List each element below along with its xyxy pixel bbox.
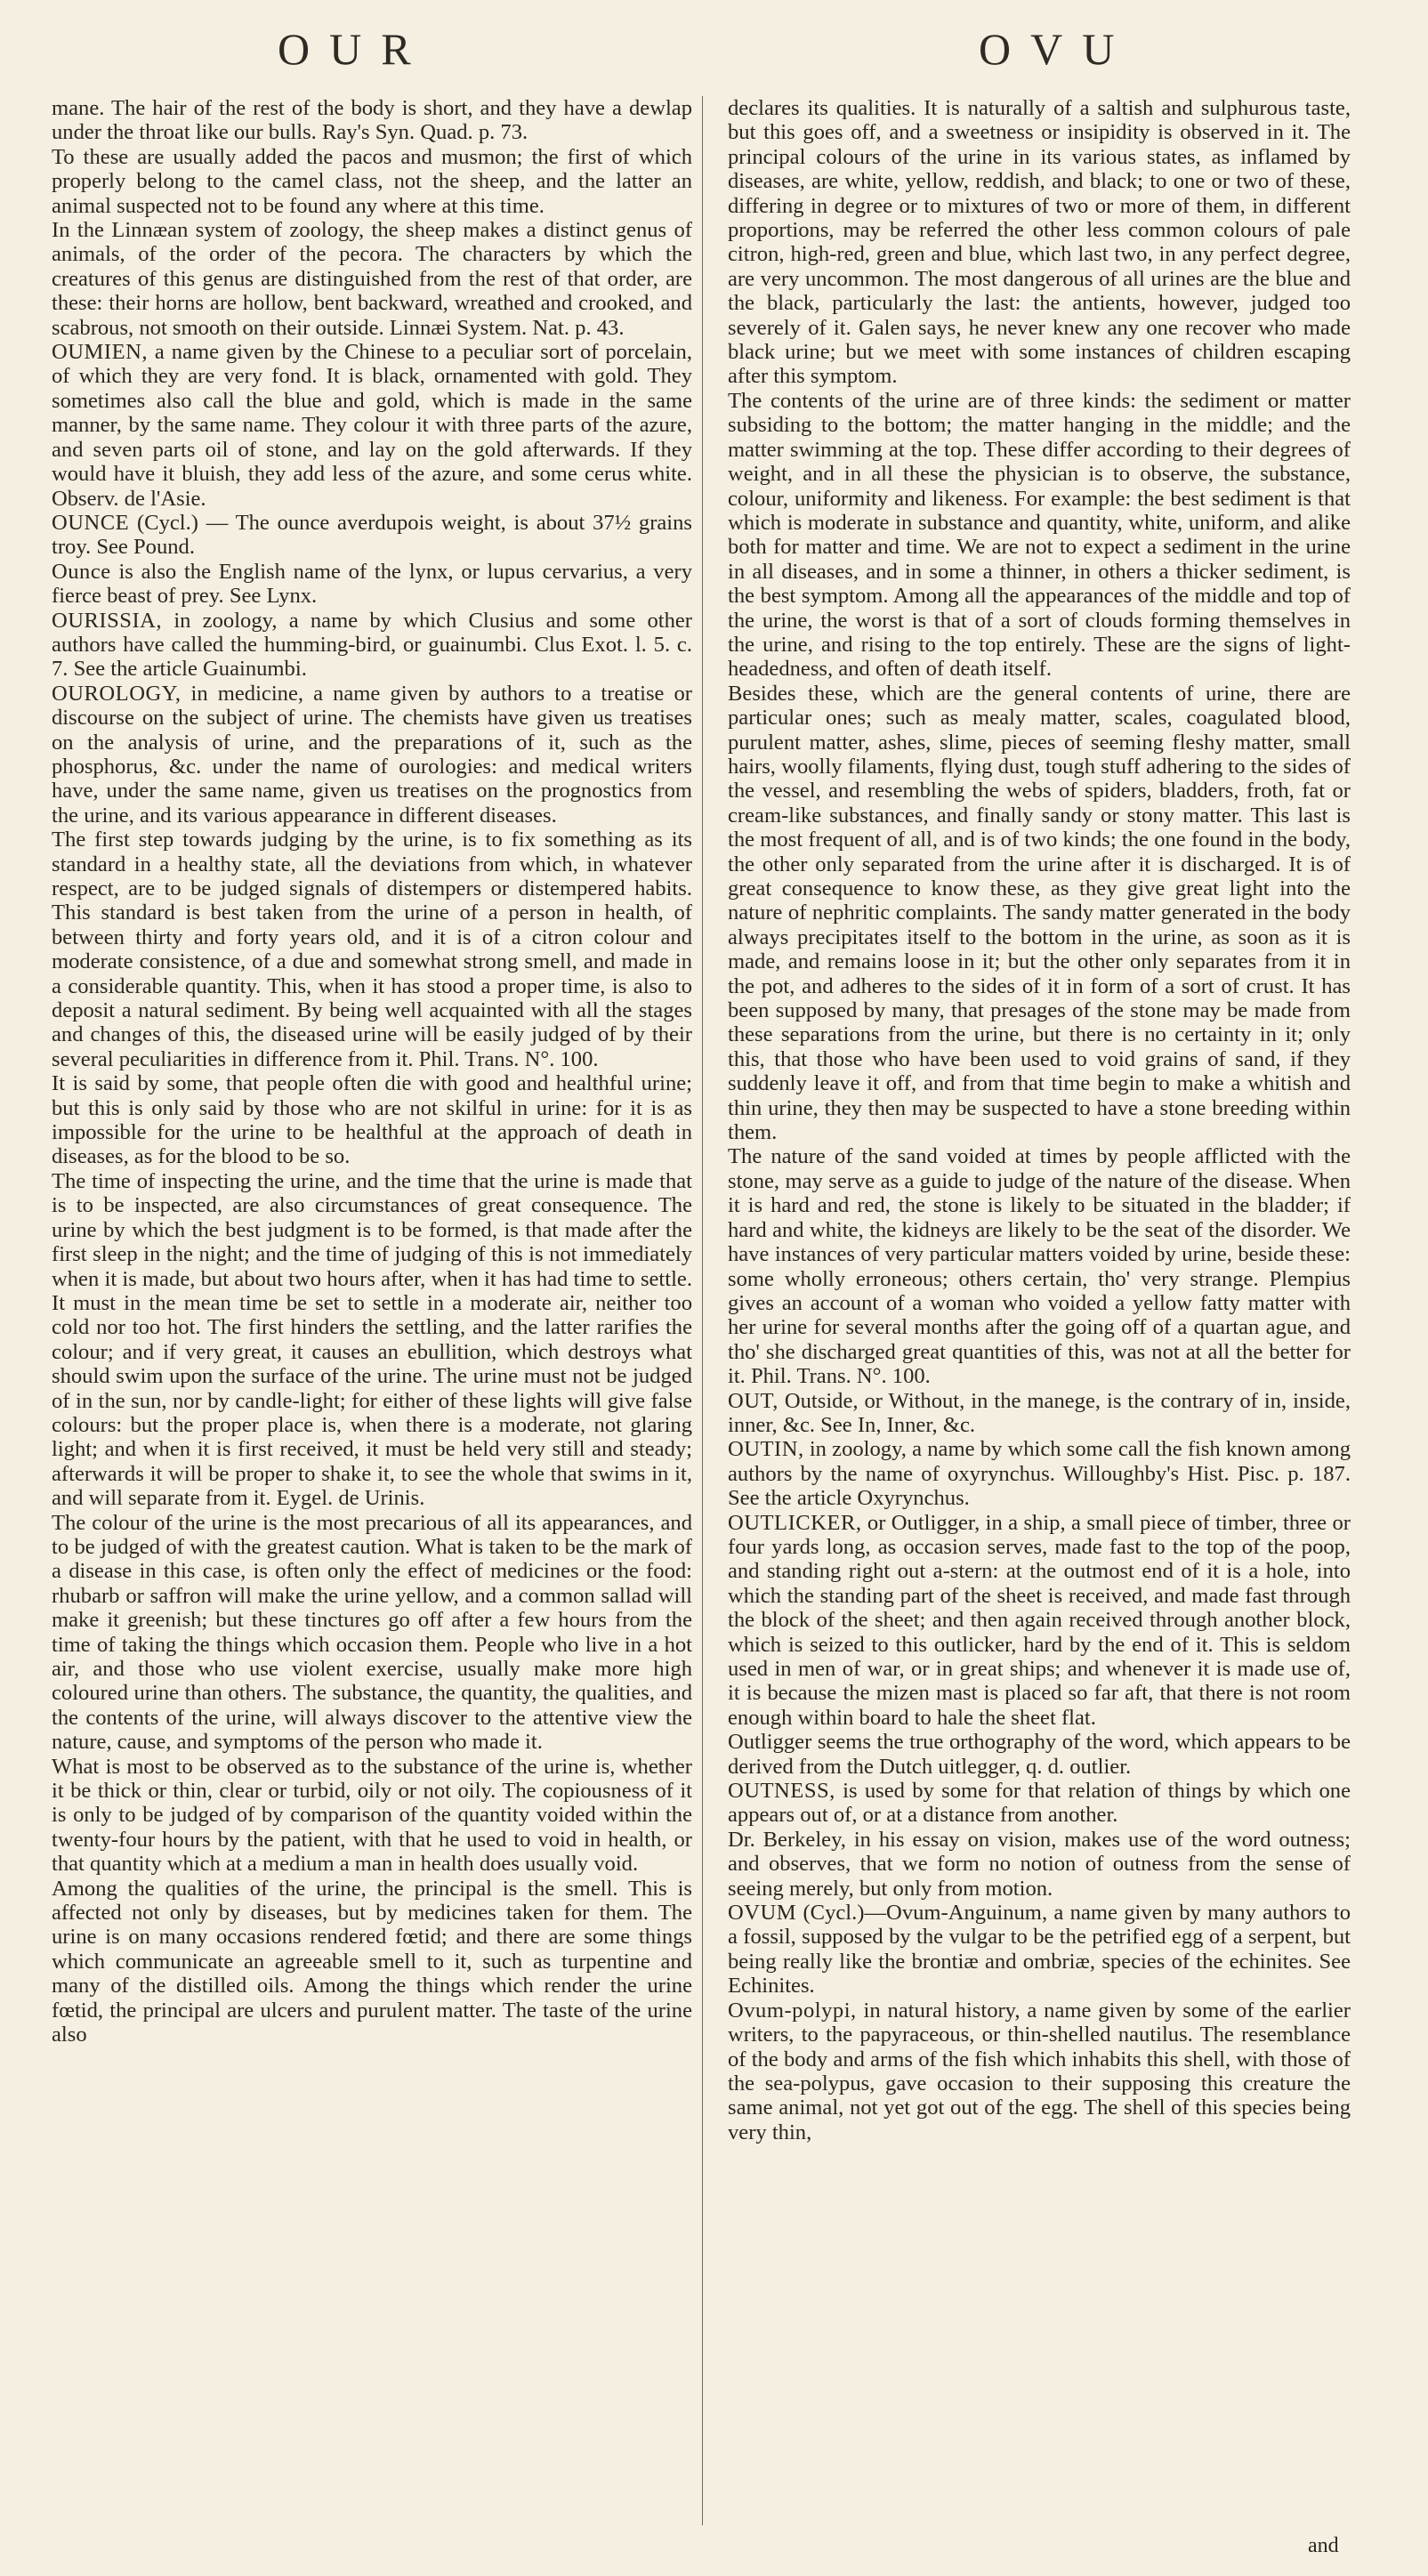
catchword: and — [1308, 2534, 1339, 2557]
paragraph-text: Among the qualities of the urine, the principal is the smell. This is affected not only by diseases, but by medicines taken for them. The urine is on many occasions rendered fœtid; and there are some things which communicate an agreeable smell to it, such as turpentine and many of the distilled oils. Among the things which render the urine fœtid, the principal are ulcers and purulent matter. The taste of the urine also — [52, 1876, 692, 2047]
paragraph — [52, 682, 692, 828]
paragraph-text: in zoology, a name by which Clusius and some other authors have called the humming-bird, or guainumbi. Clus Exot. l. 5. c. 7. See the article Guainumbi. — [52, 608, 692, 682]
paragraph-text: is used by some for that relation of things by which one appears out of, or at a distance from another. — [728, 1779, 1351, 1828]
headword: OURISSIA, — [52, 608, 163, 633]
paragraph — [728, 389, 1351, 682]
paragraph-text: is also the English name of the lynx, or lupus cervarius, a very fierce beast of prey. See Lynx. — [52, 559, 692, 609]
paragraph — [52, 1877, 692, 2047]
paragraph — [52, 609, 692, 682]
paragraph — [52, 560, 692, 609]
paragraph-text: The contents of the urine are of three kinds: the sediment or matter subsiding to the bottom; the matter hanging in the middle; and the matter swimming at the top. These differ according to their degrees of weight, and in all these the physician is to observe, the substance, colour, uniformity and likeness. For example: the best sediment is that which is moderate in substance and quantity, white, uniform, and alike both for matter and time. We are not to expect a sediment in the urine in all diseases, and in some a thinner, in others a thicker sediment, is the best symptom. Among all the appearances of the middle and top of the urine, the worst is that of a sort of clouds forming themselves in the urine, and rising to the top entirely. These are the signs of light-headedness, and often of death itself. — [728, 388, 1351, 682]
running-head-left: OUR — [278, 24, 431, 74]
running-head — [0, 23, 1428, 77]
paragraph-text: (Cycl.)—Ovum-Anguinum, a name given by many authors to a fossil, supposed by the vulgar to be the petrified egg of a serpent, but being really like the brontiæ and ombriæ, species of the echinites. See Echinites. — [728, 1901, 1351, 1999]
headword: Ovum-polypi, — [728, 1998, 857, 2023]
paragraph — [52, 145, 692, 218]
paragraph — [52, 1755, 692, 1877]
headword: OUTIN, — [728, 1437, 804, 1462]
paragraph-text: in medicine, a name given by authors to a treatise or discourse on the subject of urine. The chemists have given us treatises on the analysis of urine, and the preparations of it, such as the phosphorus, &c. under the name of ourologies: and medical writers have, under the same name, given us treatises on the prognostics from the urine, and its various appearance in different diseases. — [52, 681, 692, 828]
column-divider — [702, 96, 703, 2525]
paragraph — [52, 218, 692, 340]
paragraph — [728, 1511, 1351, 1731]
headword: OUTNESS, — [728, 1779, 835, 1804]
left-column — [52, 96, 692, 2047]
paragraph — [728, 1730, 1351, 1779]
paragraph — [728, 1437, 1351, 1510]
paragraph-text: declares its qualities. It is naturally of a saltish and sulphurous taste, but this goes off, and a sweetness or insipidity is observed in it. The principal colours of the urine in its various states, as inflamed by diseases, are white, yellow, reddish, and black; to one or two of these, differing in degree or to mixtures of two or more of them, in different proportions, may be referred the other less common colours of pale citron, high-red, green and blue, which last two, in any perfect degree, are very uncommon. The most dangerous of all urines are the blue and the black, particularly the last: the antients, however, judged too severely of it. Galen says, he never knew any one recover who made black urine; but we meet with some instances of children escaping after this symptom. — [728, 96, 1351, 389]
headword: OUTLICKER, — [728, 1510, 862, 1535]
headword: OUMIEN, — [52, 340, 149, 365]
paragraph — [52, 828, 692, 1071]
paragraph-text: The first step towards judging by the urine, is to fix something as its standard in a healthy state, all the deviations from which, in whatever respect, are to be judged signals of distempers or distempered habits. This standard is best taken from the urine of a person in health, of between thirty and forty years old, and it is of a citron colour and moderate consistence, of a due and somewhat strong smell, and made in a considerable quantity. This, when it has stood a proper time, is also to deposit a natural sediment. By being well acquainted with all the stages and changes of this, the diseased urine will be easily judged of by their several peculiarities in difference from it. Phil. Trans. N°. 100. — [52, 828, 692, 1071]
paragraph-text: Outside, or Without, in the manege, is the contrary of in, inside, inner, &c. See In, Inner, &c. — [728, 1388, 1351, 1437]
paragraph-text: Besides these, which are the general contents of urine, there are particular ones; such as mealy matter, scales, coagulated blood, purulent matter, ashes, slime, pieces of seeming fleshy matter, small hairs, woolly filaments, flying dust, tough stuff adhering to the sides of the vessel, and resembling the webs of spiders, bladders, froth, fat or cream-like substances, and finally sandy or stony matter. This last is the most frequent of all, and is of two kinds; the one found in the body, the other only separated from the urine after it is discharged. It is of great consequence to know these, as they give great light into the nature of nephritic complaints. The sandy matter generated in the body always precipitates itself to the bottom in the urine, as soon as it is made, and remains loose in it; but the other only separates from it in the pot, and adheres to the sides of it in form of a sort of crust. It has been supposed by many, that presages of the stone may be made from these separations from the urine, but there is no certainty in it; only this, that those who have been used to void grains of sand, if they suddenly leave it off, and from that time begin to make a whitish and thin urine, they then may be suspected to have a stone breeding within them. — [728, 681, 1351, 1145]
paragraph-text: Outligger seems the true orthography of the word, which appears to be derived from the Dutch uitlegger, q. d. outlier. — [728, 1730, 1351, 1779]
paragraph — [728, 1144, 1351, 1388]
paragraph — [52, 1511, 692, 1755]
headword: Ounce — [52, 559, 111, 584]
paragraph-text: a name given by the Chinese to a peculiar sort of porcelain, of which they are very fond. It is black, ornamented with gold. They sometimes also call the blue and gold, which is made in the same manner, by the same name. They colour it with three parts of the azure, and seven parts oil of stone, and lay on the gold afterwards. If they would have it bluish, they add less of the azure, and some cerus white. Observ. de l'Asie. — [52, 340, 692, 511]
paragraph-text: It is said by some, that people often die with good and healthful urine; but this is only said by those who are not skilful in urine: for it is as impossible for the urine to be healthful at the approach of death in diseases, as for the blood to be so. — [52, 1071, 692, 1169]
right-column — [728, 96, 1351, 2144]
paragraph — [52, 1071, 692, 1169]
paragraph-text: in zoology, a name by which some call the fish known among authors by the name of oxyrynchus. Willoughby's Hist. Pisc. p. 187. See the article Oxyrynchus. — [728, 1437, 1351, 1511]
paragraph-text: The nature of the sand voided at times by people afflicted with the stone, may serve as a guide to judge of the nature of the disease. When it is hard and red, the stone is likely to be situated in the bladder; if hard and white, the kidneys are likely to be the seat of the disorder. We have instances of very particular matters voided by urine, beside these: some wholly erroneous; others certain, tho' very strange. Plempius gives an account of a woman who voided a yellow fatty matter with her urine for several months after the going off of a quartan ague, and tho' she discharged great quantities of this, was not at all the better for it. Phil. Trans. N°. 100. — [728, 1144, 1351, 1389]
paragraph — [728, 1828, 1351, 1901]
paragraph-text: Dr. Berkeley, in his essay on vision, makes use of the word outness; and observes, that we form no notion of outness from the sense of seeing merely, but only from motion. — [728, 1827, 1351, 1901]
paragraph-text: What is most to be observed as to the substance of the urine is, whether it be thick or thin, clear or turbid, oily or not oily. The copiousness of it is only to be judged of by comparison of the quantity voided within the twenty-four hours by the patient, with that he used to void in health, or that quantity which at a medium a man in health does usually void. — [52, 1754, 692, 1877]
paragraph — [52, 1169, 692, 1511]
running-head-right: OVU — [979, 24, 1134, 74]
paragraph-text: or Outligger, in a ship, a small piece of timber, three or four yards long, as occasion serves, made fast to the top of the poop, and standing right out a-stern: at the outmost end of it is a hole, into which the standing part of the sheet is received, and made fast through the block of the sheet; and then again received through another block, which is seized to this outlicker, hard by the end of it. This is seldom used in men of war, or in great ships; and whenever it is made use of, it is because the mizen mast is placed so far aft, that there is not room enough within board to hale the sheet flat. — [728, 1510, 1351, 1730]
paragraph — [728, 1779, 1351, 1828]
paragraph — [52, 96, 692, 145]
paragraph-text: in natural history, a name given by some of the earlier writers, to the papyraceous, or thin-shelled nautilus. The resemblance of the body and arms of the fish which inhabits this shell, with those of the sea-polypus, gave occasion to their supposing this creature the same animal, not yet got out of the egg. The shell of this species being very thin, — [728, 1998, 1351, 2144]
headword: OUT, — [728, 1388, 779, 1413]
paragraph-text: To these are usually added the pacos and musmon; the first of which properly belong to the camel class, not the sheep, and the latter an animal suspected not to be found any where at this time. — [52, 144, 692, 218]
paragraph — [728, 682, 1351, 1145]
paragraph — [52, 340, 692, 511]
paragraph — [728, 1389, 1351, 1438]
paragraph — [728, 96, 1351, 389]
paragraph-text: The colour of the urine is the most precarious of all its appearances, and to be judged of with the greatest caution. What is taken to be the mark of a disease in this case, is often only the effect of medicines or the food: rhubarb or saffron will make the urine yellow, and a common sallad will make it greenish; but these tinctures go off after a few hours from the time of taking the things which occasion them. People who live in a hot air, and those who use violent exercise, usually make more high coloured urine than others. The substance, the quantity, the qualities, and the contents of the urine, will always discover to the attentive view the nature, cause, and symptoms of the person who made it. — [52, 1510, 692, 1755]
headword: OUROLOGY, — [52, 681, 182, 706]
paragraph-text: mane. The hair of the rest of the body is short, and they have a dewlap under the throat like our bulls. Ray's Syn. Quad. p. 73. — [52, 96, 692, 145]
paragraph — [52, 511, 692, 560]
paragraph — [728, 1999, 1351, 2144]
paragraph-text: In the Linnæan system of zoology, the sheep makes a distinct genus of animals, of the order of the pecora. The characters by which the creatures of this genus are distinguished from the rest of that order, are these: their horns are hollow, bent backward, wreathed and crooked, and scabrous, not smooth on their outside. Linnæi System. Nat. p. 43. — [52, 218, 692, 340]
paragraph-text: The time of inspecting the urine, and the time that the urine is made that is to be inspected, are also circumstances of great consequence. The urine by which the best judgment is to be formed, is that made after the first sleep in the night; and the time of judging of this is not immediately when it is made, but about two hours after, when it has had time to settle. It must in the mean time be set to settle in a moderate air, neither too cold nor too hot. The first hinders the settling, and the latter rarifies the colour; and if very great, it causes an ebullition, which destroys what should swim upon the surface of the urine. The urine must not be judged of in the sun, nor by candle-light; for either of these lights will give false colours: but the proper place is, when there is a moderate, not glaring light; and when it is first received, it must be held very still and steady; afterwards it will be proper to shake it, to see the whole that swims in it, and will separate from it. Eygel. de Urinis. — [52, 1168, 692, 1511]
headword: OUNCE — [52, 510, 130, 535]
paragraph — [728, 1901, 1351, 1999]
headword: OVUM — [728, 1901, 797, 1926]
paragraph-text: (Cycl.) — The ounce averdupois weight, is about 37½ grains troy. See Pound. — [52, 510, 692, 560]
